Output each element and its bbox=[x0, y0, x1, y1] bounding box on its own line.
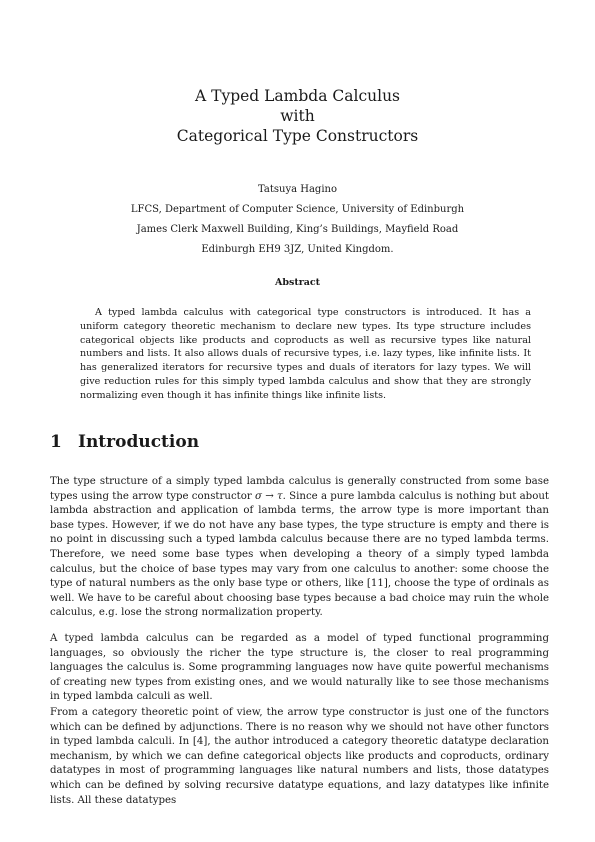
intro-paragraph-3: From a category theoretic point of view, the arrow type constructor is just one of the functors which can be defined by adjunctions. There is no reason why we should not have other functors in typed lambda calculi. In [4], the author introduced a category theoretic datatype declaration mechanism, by which we can define categorical objects like products and coproducts, ordinary datatypes in most of programming languages like natural numbers and lists, those datatypes which can be defined by solving recursive datatype equations, and lazy datatypes like infinite lists. All these datatypes bbox=[50, 707, 549, 806]
author-affiliation-3: Edinburgh EH9 3JZ, United Kingdom. bbox=[201, 244, 394, 255]
title-line-3: Categorical Type Constructors bbox=[176, 127, 419, 145]
intro-paragraph-1 bbox=[50, 475, 549, 621]
abstract-heading: Abstract bbox=[274, 277, 321, 288]
section-number: 1 bbox=[50, 432, 62, 452]
intro-paragraph-2: A typed lambda calculus can be regarded as a model of typed functional programming languages, so obviously the richer the type structure is, the closer to real programming languages the calculus is. Some programming languages now have quite powerful mechanisms of creating new types from existing ones, and we would naturally like to see those mechanisms in typed lambda calculi as well. bbox=[50, 633, 549, 703]
arrow-type-formula: σ → τ bbox=[255, 490, 283, 502]
intro-paragraph-1-part-a: The type structure of a simply typed lambda calculus is generally constructed from some base types using the arrow type constructor bbox=[50, 476, 549, 502]
title-line-1: A Typed Lambda Calculus bbox=[194, 87, 401, 105]
intro-paragraph-1-part-b: . Since a pure lambda calculus is nothing but about lambda abstraction and application of lambda terms, the arrow type is more important than base types. However, if we do not have any base types, the type structure is empty and there is no point in discussing such a typed lambda calculus because there are no typed lambda terms. Therefore, we need some base types when developing a theory of a simply typed lambda calculus, but the choice of base types may vary from one calculus to another: some choose the type of natural numbers as the only base type or others, like [11], choose the type of ordinals as well. We have to be careful about choosing base types because a bad choice may ruin the whole calculus, e.g. lose the strong normalization property. bbox=[50, 490, 549, 619]
title-line-2: with bbox=[280, 107, 315, 125]
abstract-text: A typed lambda calculus with categorical type constructors is introduced. It has a uniform category theoretic mechanism to declare new types. Its type structure includes categorical objects like products and coproducts as well as recursive types like natural numbers and lists. It also allows duals of recursive types, i.e. lazy types, like infinite lists. It has generalized iterators for recursive types and duals of iterators for lazy types. We will give reduction rules for this simply typed lambda calculus and show that they are strongly normalizing even though it has infinite things like infinite lists. bbox=[80, 307, 531, 401]
paper-title bbox=[0, 86, 595, 146]
section-title: Introduction bbox=[78, 432, 200, 452]
author-affiliation-1: LFCS, Department of Computer Science, University of Edinburgh bbox=[130, 204, 465, 215]
author-block bbox=[0, 180, 595, 260]
section-heading bbox=[50, 432, 199, 452]
author-name: Tatsuya Hagino bbox=[258, 184, 337, 195]
author-affiliation-2: James Clerk Maxwell Building, King’s Buildings, Mayfield Road bbox=[136, 224, 459, 235]
